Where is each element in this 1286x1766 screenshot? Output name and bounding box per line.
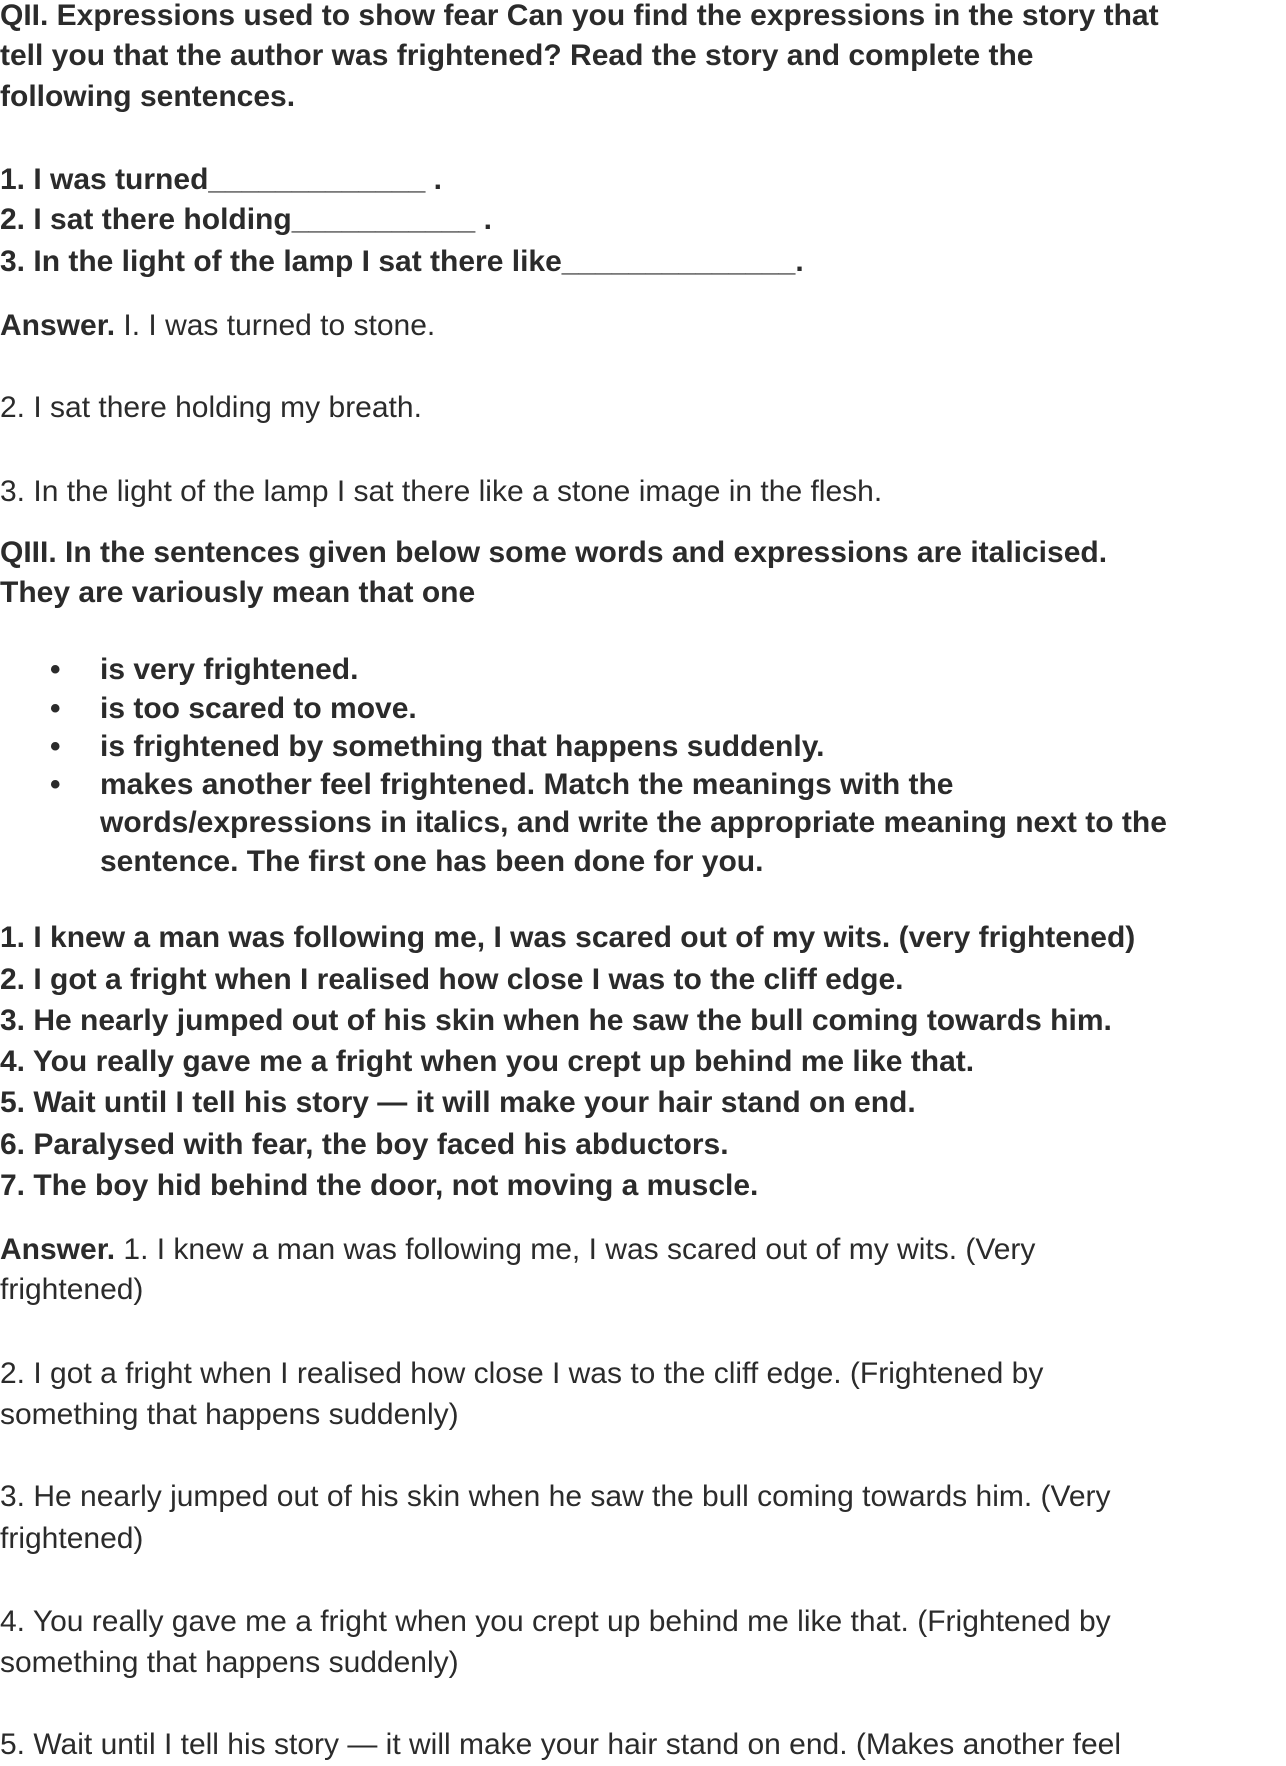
- q3-item: 1. I knew a man was following me, I was scared out of my wits. (very frightened): [0, 921, 1136, 954]
- q2-answer: [0, 306, 435, 346]
- q3-answer: 4. You really gave me a fright when you crept up behind me like that. (Frightened by: [0, 1605, 1111, 1638]
- q2-heading: QII. Expressions used to show fear Can you find the expressions in the story that: [0, 0, 1159, 32]
- q2-answer: 3. In the light of the lamp I sat there like a stone image in the flesh.: [0, 475, 883, 508]
- bullet-icon: •: [50, 768, 61, 801]
- q3-answer: [0, 1230, 1035, 1270]
- q3-answer: frightened): [0, 1522, 144, 1555]
- q2-item: 2. I sat there holding___________ .: [0, 203, 492, 236]
- q3-answer: frightened): [0, 1273, 144, 1306]
- q2-heading: tell you that the author was frightened? Read the story and complete the: [0, 39, 1034, 72]
- q3-item: 2. I got a fright when I realised how close I was to the cliff edge.: [0, 963, 904, 996]
- q2-answer: 2. I sat there holding my breath.: [0, 391, 422, 424]
- answer-text: I. I was turned to stone.: [115, 309, 436, 342]
- answer-text: 1. I knew a man was following me, I was scared out of my wits. (Very: [115, 1233, 1036, 1266]
- bullet-item: is too scared to move.: [100, 692, 417, 725]
- q2-item: 1. I was turned_____________ .: [0, 163, 442, 196]
- q3-answer: 2. I got a fright when I realised how close I was to the cliff edge. (Frightened by: [0, 1357, 1044, 1390]
- q3-heading: QIII. In the sentences given below some words and expressions are italicised.: [0, 536, 1108, 569]
- q3-item: 7. The boy hid behind the door, not moving a muscle.: [0, 1169, 759, 1202]
- bullet-item: makes another feel frightened. Match the meanings with the: [100, 768, 954, 801]
- q3-answer: 3. He nearly jumped out of his skin when he saw the bull coming towards him. (Very: [0, 1480, 1111, 1513]
- q3-item: 6. Paralysed with fear, the boy faced his abductors.: [0, 1128, 729, 1161]
- bullet-item-continued: words/expressions in italics, and write the appropriate meaning next to the: [100, 806, 1167, 839]
- q3-answer: something that happens suddenly): [0, 1398, 459, 1431]
- q2-heading: following sentences.: [0, 80, 296, 113]
- bullet-icon: •: [50, 692, 61, 725]
- q2-item: 3. In the light of the lamp I sat there like______________.: [0, 245, 804, 278]
- q3-answer: something that happens suddenly): [0, 1646, 459, 1679]
- bullet-item: is very frightened.: [100, 653, 359, 686]
- bullet-icon: •: [50, 653, 61, 686]
- q3-item: 3. He nearly jumped out of his skin when he saw the bull coming towards him.: [0, 1004, 1112, 1037]
- bullet-item: is frightened by something that happens suddenly.: [100, 730, 825, 763]
- q3-heading: They are variously mean that one: [0, 576, 476, 609]
- answer-label: Answer.: [0, 309, 116, 342]
- q3-answer: 5. Wait until I tell his story — it will make your hair stand on end. (Makes another feel: [0, 1728, 1122, 1761]
- q3-item: 4. You really gave me a fright when you crept up behind me like that.: [0, 1045, 975, 1078]
- q3-item: 5. Wait until I tell his story — it will make your hair stand on end.: [0, 1086, 916, 1119]
- bullet-item-continued: sentence. The first one has been done for you.: [100, 845, 764, 878]
- answer-label: Answer.: [0, 1233, 116, 1266]
- bullet-icon: •: [50, 730, 61, 763]
